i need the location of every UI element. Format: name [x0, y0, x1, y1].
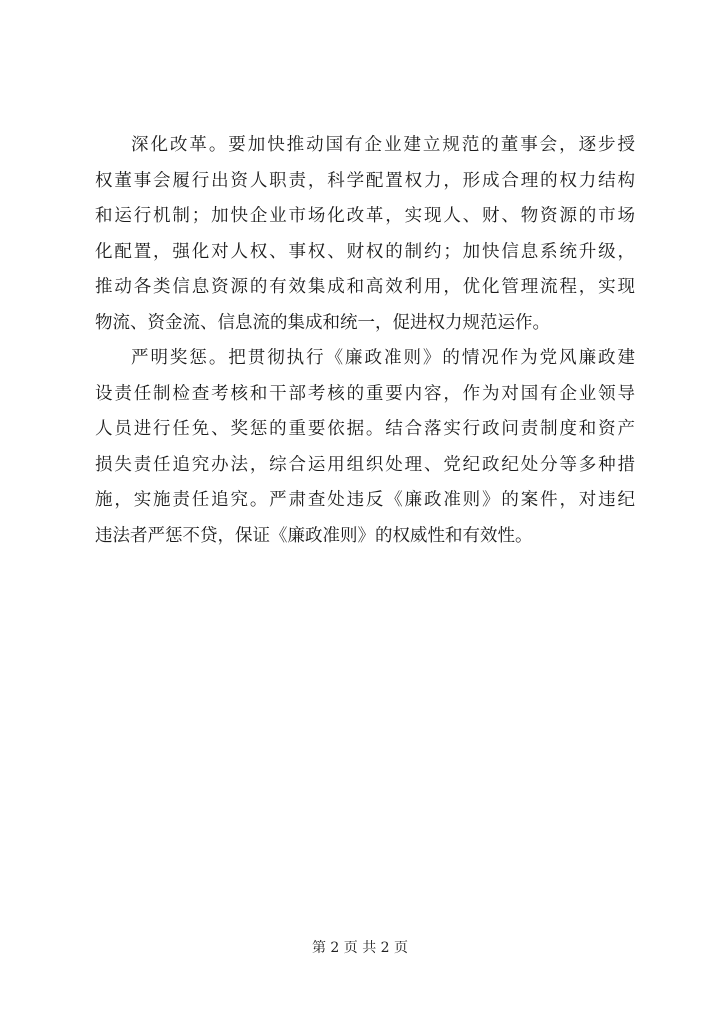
page-number-footer: 第 2 页 共 2 页: [311, 940, 409, 956]
paragraph-line: 深化改革。要加快推动国有企业建立规范的董事会，逐步授: [131, 135, 635, 155]
paragraph-line: 和运行机制；加快企业市场化改革，实现人、财、物资源的市场: [95, 206, 635, 226]
paragraph-line: 严明奖惩。把贯彻执行《廉政准则》的情况作为党风廉政建: [131, 348, 635, 368]
paragraph-line: 损失责任追究办法，综合运用组织处理、党纪政纪处分等多种措: [95, 454, 635, 475]
paragraph-rewards-penalties: [95, 341, 635, 554]
document-body: [95, 128, 635, 554]
paragraph-line: 推动各类信息资源的有效集成和高效利用，优化管理流程，实现: [95, 277, 635, 297]
paragraph-line: 物流、资金流、信息流的集成和统一，促进权力规范运作。: [95, 312, 550, 333]
paragraph-line: 人员进行任免、奖惩的重要依据。结合落实行政问责制度和资产: [95, 419, 635, 439]
paragraph-line: 权董事会履行出资人职责，科学配置权力，形成合理的权力结构: [95, 170, 635, 191]
paragraph-line: 施，实施责任追究。严肃查处违反《廉政准则》的案件，对违纪: [95, 490, 635, 510]
paragraph-line: 违法者严惩不贷，保证《廉政准则》的权威性和有效性。: [95, 525, 533, 546]
paragraph-reform: [95, 128, 635, 341]
paragraph-line: 化配置，强化对人权、事权、财权的制约；加快信息系统升级，: [95, 241, 635, 262]
paragraph-line: 设责任制检查考核和干部考核的重要内容，作为对国有企业领导: [95, 383, 635, 404]
